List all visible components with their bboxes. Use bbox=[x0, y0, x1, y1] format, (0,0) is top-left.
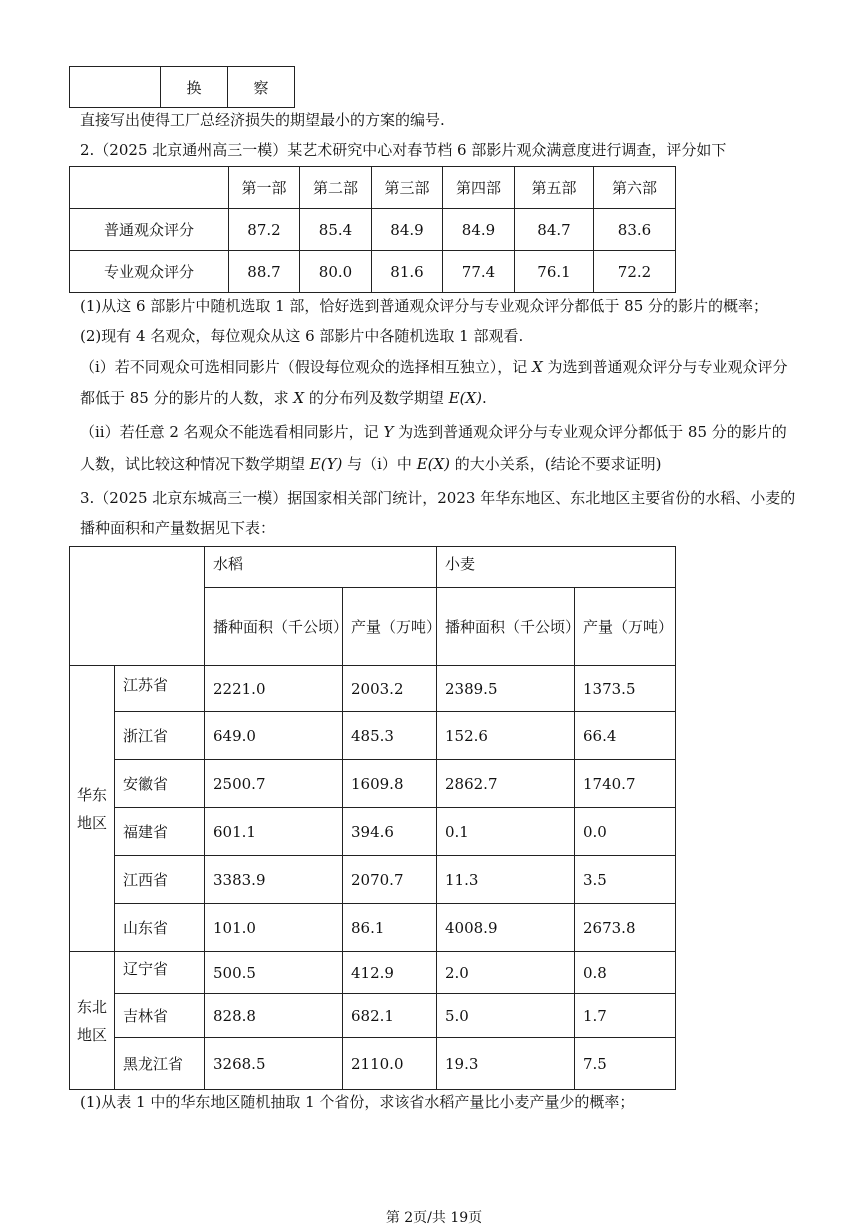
q3-value: 2221.0 bbox=[205, 666, 343, 712]
q2-value-cell: 85.4 bbox=[300, 209, 372, 251]
q2-row-label: 普通观众评分 bbox=[70, 209, 229, 251]
q2-header-cell: 第一部 bbox=[229, 167, 300, 209]
q2-value-cell: 83.6 bbox=[594, 209, 676, 251]
q2-header-cell: 第五部 bbox=[515, 167, 594, 209]
q3-value: 412.9 bbox=[343, 952, 437, 994]
q3-part1: (1)从表 1 中的华东地区随机抽取 1 个省份，求该省水稻产量比小麦产量少的概率； bbox=[80, 1093, 635, 1111]
q3-value: 828.8 bbox=[205, 994, 343, 1038]
q3-subheader-area: 播种面积（千公顷） bbox=[437, 588, 575, 666]
q3-value: 0.0 bbox=[575, 808, 676, 856]
q3-value: 2.0 bbox=[437, 952, 575, 994]
q3-value: 2862.7 bbox=[437, 760, 575, 808]
q2-sub-ii-line1 bbox=[80, 422, 787, 442]
q3-corner-cell bbox=[70, 547, 205, 666]
text: 为选到普通观众评分与专业观众评分 bbox=[542, 358, 788, 376]
q3-value: 601.1 bbox=[205, 808, 343, 856]
q3-value: 7.5 bbox=[575, 1038, 676, 1090]
math-expectation: E(X) bbox=[448, 389, 482, 407]
q3-value: 2003.2 bbox=[343, 666, 437, 712]
q3-value: 86.1 bbox=[343, 904, 437, 952]
q3-value: 682.1 bbox=[343, 994, 437, 1038]
q3-value: 3.5 bbox=[575, 856, 676, 904]
top-table bbox=[69, 66, 295, 108]
q3-heading-1: 3.（2025 北京东城高三一模）据国家相关部门统计，2023 年华东地区、东北地区主要省份的水稻、小麦的 bbox=[80, 489, 796, 507]
q3-province: 安徽省 bbox=[115, 760, 205, 808]
top-table-cell: 换 bbox=[161, 67, 228, 108]
q2-header-cell: 第四部 bbox=[443, 167, 515, 209]
q3-region-text: 东北地区 bbox=[76, 997, 107, 1044]
text: 都低于 85 分的影片的人数，求 bbox=[80, 389, 294, 407]
q2-sub-i-line2 bbox=[80, 388, 487, 408]
q3-value: 2110.0 bbox=[343, 1038, 437, 1090]
q2-part1: (1)从这 6 部影片中随机选取 1 部，恰好选到普通观众评分与专业观众评分都低于 85 分的影片的概率； bbox=[80, 297, 769, 315]
q2-corner-cell bbox=[70, 167, 229, 209]
q2-header-cell: 第二部 bbox=[300, 167, 372, 209]
q2-row-label: 专业观众评分 bbox=[70, 251, 229, 293]
q3-value: 19.3 bbox=[437, 1038, 575, 1090]
q3-value: 66.4 bbox=[575, 712, 676, 760]
q2-header-cell: 第三部 bbox=[372, 167, 443, 209]
q2-heading: 2.（2025 北京通州高三一模）某艺术研究中心对春节档 6 部影片观众满意度进行调查，评分如下 bbox=[80, 141, 727, 159]
q3-value: 2070.7 bbox=[343, 856, 437, 904]
q3-province: 福建省 bbox=[115, 808, 205, 856]
top-table-cell: 察 bbox=[228, 67, 295, 108]
q3-value: 485.3 bbox=[343, 712, 437, 760]
q2-value-cell: 80.0 bbox=[300, 251, 372, 293]
q3-province: 浙江省 bbox=[115, 712, 205, 760]
q3-value: 1.7 bbox=[575, 994, 676, 1038]
q3-value: 1373.5 bbox=[575, 666, 676, 712]
q3-province: 山东省 bbox=[115, 904, 205, 952]
text: 的大小关系，(结论不要求证明) bbox=[450, 455, 662, 473]
q3-province: 江苏省 bbox=[115, 666, 205, 712]
intro-line: 直接写出使得工厂总经济损失的期望最小的方案的编号. bbox=[80, 111, 445, 129]
math-expectation: E(X) bbox=[416, 455, 451, 473]
q3-value: 0.8 bbox=[575, 952, 676, 994]
q3-value: 3268.5 bbox=[205, 1038, 343, 1090]
q3-province: 黑龙江省 bbox=[115, 1038, 205, 1090]
q3-region-text: 华东地区 bbox=[76, 785, 107, 832]
q3-value: 3383.9 bbox=[205, 856, 343, 904]
q3-value: 649.0 bbox=[205, 712, 343, 760]
q3-subheader-area: 播种面积（千公顷） bbox=[205, 588, 343, 666]
page-footer: 第 2页/共 19页 bbox=[385, 1210, 483, 1226]
q3-province: 吉林省 bbox=[115, 994, 205, 1038]
text: . bbox=[481, 389, 487, 407]
text: 的分布列及数学期望 bbox=[304, 389, 449, 407]
q3-value: 1609.8 bbox=[343, 760, 437, 808]
q3-value: 0.1 bbox=[437, 808, 575, 856]
text: 与（i）中 bbox=[342, 455, 417, 473]
q3-heading-2: 播种面积和产量数据见下表： bbox=[80, 519, 276, 537]
math-var: X bbox=[293, 389, 305, 407]
q3-province: 辽宁省 bbox=[115, 952, 205, 994]
text: （i）若不同观众可选相同影片（假设每位观众的选择相互独立），记 bbox=[80, 358, 533, 376]
q3-value: 394.6 bbox=[343, 808, 437, 856]
q3-crop-rice: 水稻 bbox=[205, 547, 437, 588]
q3-subheader-output: 产量（万吨） bbox=[575, 588, 676, 666]
q2-part2: (2)现有 4 名观众，每位观众从这 6 部影片中各随机选取 1 部观看. bbox=[80, 327, 524, 345]
math-var: Y bbox=[383, 423, 394, 441]
q3-value: 11.3 bbox=[437, 856, 575, 904]
text: （ii）若任意 2 名观众不能选看相同影片，记 bbox=[80, 423, 384, 441]
q2-value-cell: 84.9 bbox=[443, 209, 515, 251]
q2-value-cell: 72.2 bbox=[594, 251, 676, 293]
q2-table bbox=[69, 166, 676, 293]
q2-value-cell: 88.7 bbox=[229, 251, 300, 293]
q2-value-cell: 81.6 bbox=[372, 251, 443, 293]
q2-value-cell: 84.7 bbox=[515, 209, 594, 251]
q3-subheader-output: 产量（万吨） bbox=[343, 588, 437, 666]
math-expectation: E(Y) bbox=[309, 455, 343, 473]
q3-value: 2673.8 bbox=[575, 904, 676, 952]
q2-header-cell: 第六部 bbox=[594, 167, 676, 209]
q3-value: 500.5 bbox=[205, 952, 343, 994]
q3-value: 1740.7 bbox=[575, 760, 676, 808]
q2-sub-i-line1 bbox=[80, 357, 788, 377]
q2-value-cell: 76.1 bbox=[515, 251, 594, 293]
q3-value: 2389.5 bbox=[437, 666, 575, 712]
q3-region-label bbox=[70, 952, 115, 1090]
top-table-cell bbox=[70, 67, 161, 108]
q2-sub-ii-line2 bbox=[80, 454, 662, 474]
q3-value: 152.6 bbox=[437, 712, 575, 760]
q3-region-label bbox=[70, 666, 115, 952]
q3-value: 101.0 bbox=[205, 904, 343, 952]
q3-crop-wheat: 小麦 bbox=[437, 547, 676, 588]
math-var: X bbox=[532, 358, 543, 376]
q3-value: 4008.9 bbox=[437, 904, 575, 952]
q2-value-cell: 84.9 bbox=[372, 209, 443, 251]
text: 为选到普通观众评分与专业观众评分都低于 85 分的影片的 bbox=[393, 423, 787, 441]
q3-value: 2500.7 bbox=[205, 760, 343, 808]
q3-value: 5.0 bbox=[437, 994, 575, 1038]
q2-value-cell: 77.4 bbox=[443, 251, 515, 293]
q3-province: 江西省 bbox=[115, 856, 205, 904]
q2-value-cell: 87.2 bbox=[229, 209, 300, 251]
text: 人数，试比较这种情况下数学期望 bbox=[80, 455, 310, 473]
q3-table bbox=[69, 546, 676, 1090]
